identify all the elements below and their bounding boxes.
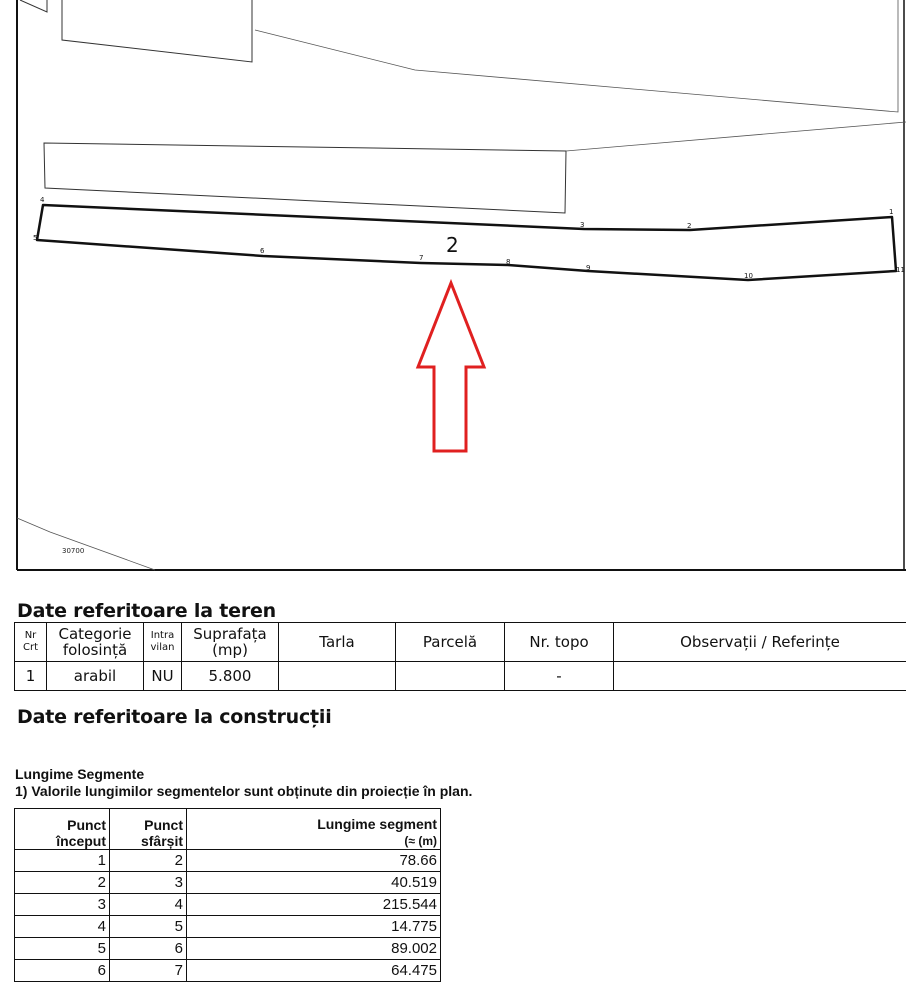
segment-cell-length: 78.66	[187, 850, 441, 872]
segments-header-end: Punct sfârșit	[110, 809, 187, 850]
segment-cell-end: 2	[110, 850, 187, 872]
neighbor-parcel-label: 30700	[62, 547, 85, 555]
vertex-5: 5	[33, 234, 38, 242]
land-header-parcela: Parcelă	[396, 623, 505, 662]
segments-table	[14, 808, 441, 982]
location-arrow-icon	[418, 283, 484, 451]
vertex-11: 11	[896, 266, 905, 274]
segment-cell-end: 3	[110, 872, 187, 894]
land-cell-suprafata: 5.800	[182, 662, 279, 691]
land-header-tarla: Tarla	[279, 623, 396, 662]
land-cell-nr: 1	[15, 662, 47, 691]
segments-header-length-label: Lungime segment	[317, 816, 437, 832]
segment-cell-start: 1	[15, 850, 110, 872]
neighbor-parcel-topleft	[20, 0, 47, 12]
segment-cell-start: 3	[15, 894, 110, 916]
table-row	[15, 662, 906, 691]
land-cell-tarla	[279, 662, 396, 691]
land-header-categorie: Categorie folosință	[47, 623, 144, 662]
neighbor-parcel-top	[62, 0, 252, 62]
segment-cell-length: 40.519	[187, 872, 441, 894]
land-section-title: Date referitoare la teren	[17, 600, 276, 622]
land-cell-categorie: arabil	[47, 662, 144, 691]
vertex-10: 10	[744, 272, 753, 280]
land-header-nrtopo: Nr. topo	[505, 623, 614, 662]
land-cell-nrtopo: -	[505, 662, 614, 691]
segments-header-start: Punct început	[15, 809, 110, 850]
vertex-1: 1	[889, 208, 894, 216]
segment-cell-start: 4	[15, 916, 110, 938]
table-row	[15, 916, 441, 938]
land-header-observatii: Observații / Referințe	[614, 623, 906, 662]
land-cell-observatii	[614, 662, 906, 691]
parcel-number: 2	[446, 233, 459, 257]
vertex-7: 7	[419, 254, 424, 262]
neighbor-parcel-topright	[255, 0, 898, 112]
table-row	[15, 872, 441, 894]
vertex-9: 9	[586, 264, 591, 272]
vertex-6: 6	[260, 247, 265, 255]
vertex-4: 4	[40, 196, 45, 204]
constructions-section-title: Date referitoare la construcții	[17, 706, 332, 728]
segment-cell-end: 7	[110, 960, 187, 982]
table-row	[15, 938, 441, 960]
land-header-intravilan: Intra vilan	[144, 623, 182, 662]
table-row	[15, 850, 441, 872]
segments-note: 1) Valorile lungimilor segmentelor sunt obținute din proiecție în plan.	[15, 783, 473, 799]
segment-cell-end: 5	[110, 916, 187, 938]
segments-title: Lungime Segmente	[15, 766, 145, 782]
segments-header-length	[187, 809, 441, 850]
segment-cell-end: 6	[110, 938, 187, 960]
segment-cell-length: 89.002	[187, 938, 441, 960]
neighbor-boundary-bottom	[17, 518, 155, 570]
land-header-nr: Nr Crt	[15, 623, 47, 662]
segment-cell-start: 5	[15, 938, 110, 960]
land-cell-intravilan: NU	[144, 662, 182, 691]
table-row	[15, 894, 441, 916]
segment-cell-start: 6	[15, 960, 110, 982]
segment-cell-length: 215.544	[187, 894, 441, 916]
table-row	[15, 960, 441, 982]
vertex-8: 8	[506, 258, 511, 266]
land-table	[14, 622, 906, 691]
neighbor-boundary-right	[566, 122, 906, 151]
segment-cell-start: 2	[15, 872, 110, 894]
segment-cell-length: 14.775	[187, 916, 441, 938]
segments-header-length-unit: (≈ (m)	[404, 834, 437, 848]
subject-parcel	[37, 205, 896, 280]
vertex-3: 3	[580, 221, 585, 229]
segment-cell-length: 64.475	[187, 960, 441, 982]
neighbor-parcel-strip	[44, 143, 566, 213]
land-header-suprafata: Suprafața (mp)	[182, 623, 279, 662]
land-cell-parcela	[396, 662, 505, 691]
segments-table-body	[15, 850, 441, 982]
vertex-2: 2	[687, 222, 692, 230]
segment-cell-end: 4	[110, 894, 187, 916]
